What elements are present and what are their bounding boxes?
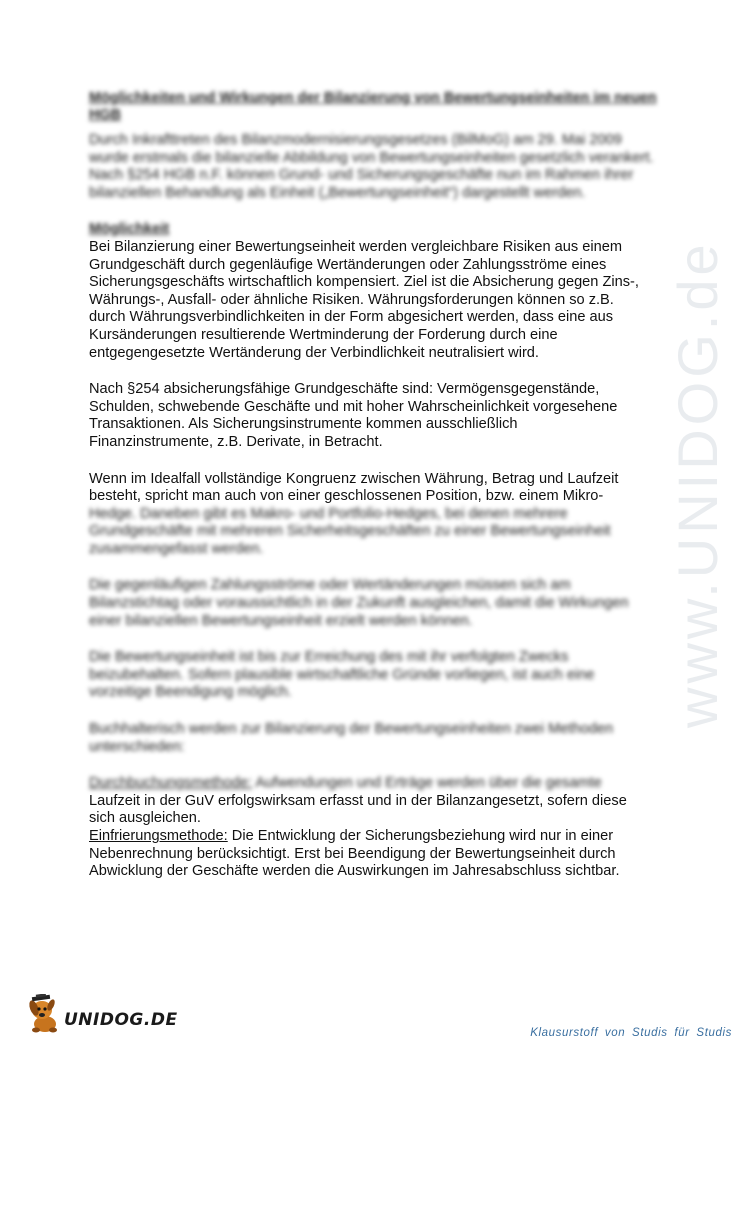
text-line: Währungs-, Ausfall- oder ähnliche Risiken. Währungsforderungen können so z.B. [89, 291, 614, 308]
text-line [89, 828, 659, 846]
watermark [665, 240, 735, 1208]
text-line: Finanzinstrumente, z.B. Derivate, in Betracht. [89, 433, 383, 450]
method-2-text: Die Entwicklung der Sicherungsbeziehung wird nur in einer [227, 828, 614, 844]
text-line: Abwicklung der Geschäfte werden die Auswirkungen im Jahresabschluss sichtbar. [89, 863, 620, 880]
text-line: zusammengefasst werden. [89, 540, 264, 557]
text-line: besteht, spricht man auch von einer geschlossenen Position, bzw. einem Mikro- [89, 488, 604, 505]
watermark-text: www.UNIDOG.de [666, 240, 729, 728]
text-line: Grundgeschäfte mit mehreren Sicherheitsgeschäften zu einer Bewertungseinheit [89, 523, 611, 540]
text-line: Transaktionen. Als Sicherungsinstrumente kommen ausschließlich [89, 416, 518, 433]
paragraph-4: Die gegenläufigen Zahlungsströme oder Wertänderungen müssen sich am Bilanzstichtag oder voraussichtlich in der Zukunft ausgleichen, damit die Wirkungen einer bilanziellen Bewertungseinheit erzielt werden können. [89, 577, 629, 629]
logo-text: UNIDOG.DE [64, 1010, 178, 1030]
blurred-section [89, 775, 659, 793]
text-line: entgegengesetzte Wertänderung der Verbindlichkeit neutralisiert wird. [89, 344, 539, 361]
paragraph-3 [89, 471, 659, 559]
intro-paragraph-2: Nach §254 HGB n.F. können Grund- und Sicherungsgeschäfte nun im Rahmen ihrer bilanziellen Behandlung als Einheit („Bewertungseinheit“) dargestellt werden. [89, 167, 634, 201]
blurred-section [89, 506, 659, 559]
text-line: Laufzeit in der GuV erfolgswirksam erfasst und in der Bilanzangesetzt, sofern diese [89, 792, 627, 809]
text-line: Wenn im Idealfall vollständige Kongruenz zwischen Währung, Betrag und Laufzeit [89, 470, 619, 487]
text-line: Nach §254 absicherungsfähige Grundgeschäfte sind: Vermögensgegenstände, [89, 381, 600, 398]
paragraph-2 [89, 381, 659, 451]
dog-mascot-icon [26, 994, 62, 1034]
paragraph-5: Die Bewertungseinheit ist bis zur Erreichung des mit ihr verfolgten Zwecks beizubehalten. Sofern plausible wirtschaftliche Gründe vorliegen, ist auch eine vorzeitige Beendigung möglich. [89, 649, 595, 701]
unidog-logo[interactable] [26, 990, 178, 1034]
text-line: Sicherungsgeschäfts wirtschaftlich kompensiert. Ziel ist die Absicherung gegen Zins-, [89, 274, 639, 291]
method-1-text: Aufwendungen und Erträge werden über die gesamte [252, 775, 602, 792]
blurred-intro [89, 90, 659, 239]
footer-tagline: Klausurstoff von Studis für Studis [530, 1027, 732, 1039]
text-line: Hedge. Daneben gibt es Makro- und Portfolio-Hedges, bei denen mehrere [89, 505, 568, 522]
text-line [89, 775, 659, 793]
paragraph-6: Buchhalterisch werden zur Bilanzierung der Bewertungseinheiten zwei Methoden unterschieden: [89, 721, 614, 755]
method-2 [89, 828, 659, 881]
text-line: Nebenrechnung berücksichtigt. Erst bei Beendigung der Bewertungseinheit durch [89, 845, 616, 862]
blurred-section [89, 577, 659, 756]
method-2-label: Einfrierungsmethode: [89, 828, 228, 844]
text-line: Schulden, schwebende Geschäfte und mit hoher Wahrscheinlichkeit vorgesehene [89, 398, 618, 415]
text-line: sich ausgleichen. [89, 810, 201, 827]
method-1-label: Durchbuchungsmethode: [89, 775, 253, 792]
intro-paragraph-1: Durch Inkrafttreten des Bilanzmodernisierungsgesetzes (BilMoG) am 29. Mai 2009 wurde erstmals die bilanzielle Abbildung von Bewertungseinheiten gesetzlich verankert. [89, 132, 654, 166]
paragraph-1 [89, 239, 659, 362]
text-line: Kursänderungen resultierende Wertminderung der Forderung durch eine [89, 326, 558, 343]
text-line: Bei Bilanzierung einer Bewertungseinheit werden vergleichbare Risiken aus einem [89, 238, 622, 255]
document-title: Möglichkeiten und Wirkungen der Bilanzierung von Bewertungseinheiten im neuen HGB [89, 90, 657, 123]
text-line: durch Währungsverbindlichkeiten in der Form abgesichert werden, dass eine aus [89, 309, 614, 326]
method-1 [89, 775, 659, 828]
section-heading: Möglichkeit [89, 221, 170, 238]
document-body [89, 90, 659, 881]
text-line: Grundgeschäft durch gegenläufige Wertänderungen oder Zahlungsströme eines [89, 256, 607, 273]
